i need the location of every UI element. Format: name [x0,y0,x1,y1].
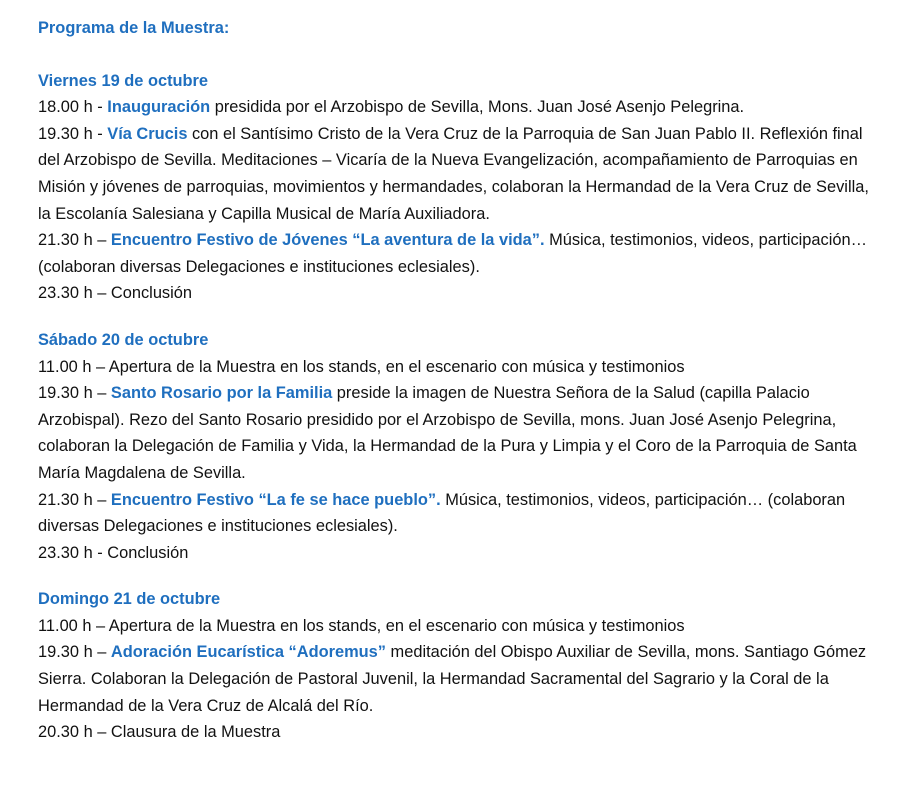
item-time: 23.30 h – [38,284,107,303]
item-description: Música, testimonios, videos, participación… (colaboran diversas Delegaciones e instituciones eclesiales). [38,231,867,276]
item-description: Apertura de la Muestra en los stands, en el escenario con música y testimonios [105,357,685,376]
item-event: Adoración Eucarística “Adoremus” [110,643,386,662]
program-item [38,487,880,540]
program-item [38,94,880,121]
item-time: 19.30 h - [38,124,103,143]
item-time: 21.30 h – [38,490,107,509]
item-event: Encuentro Festivo de Jóvenes “La aventura de la vida”. [110,231,545,250]
item-description: Clausura de la Muestra [106,723,281,742]
item-description: presidida por el Arzobispo de Sevilla, Mons. Juan José Asenjo Pelegrina. [210,98,745,117]
item-event: Encuentro Festivo “La fe se hace pueblo”. [110,490,441,509]
item-event: Vía Crucis [107,124,188,143]
item-description: Música, testimonios, videos, participación… (colaboran diversas Delegaciones e instituciones eclesiales). [38,490,846,536]
program-item [38,719,880,746]
item-description: con el Santísimo Cristo de la Vera Cruz de la Parroquia de San Juan Pablo II. Reflexión final del Arzobispo de Sevilla. Meditaciones – Vicaría de la Nueva Evangelización, acompañamiento de Parroquias en Misión y jóvenes de parroquias, movimientos y hermandades, colaboran la Hermandad de la Vera Cruz de Sevilla, la Escolanía Salesiana y Capilla Musical de María Auxiliadora. [38,124,869,223]
item-time: 18.00 h - [38,98,103,117]
program-item [38,540,880,567]
program-item [38,613,880,640]
item-description: Conclusión [102,543,189,562]
program-title: Programa de la Muestra: [38,19,230,37]
item-time: 19.30 h – [38,384,107,403]
program-item [38,354,880,381]
day-section-friday [38,68,880,307]
item-description: meditación del Obispo Auxiliar de Sevilla, mons. Santiago Gómez Sierra. Colaboran la Delegación de Pastoral Juvenil, la Hermandad Sacramental del Sagrario y la Coral de la Hermandad de la Vera Cruz de Alcalá del Río. [38,643,867,715]
item-time: 23.30 h - [38,543,103,562]
day-heading: Domingo 21 de octubre [38,590,221,609]
program-item [38,639,880,719]
program-item [38,121,880,227]
day-section-saturday [38,327,880,566]
item-description: Conclusión [106,284,193,303]
item-event: Santo Rosario por la Familia [110,384,333,403]
item-time: 11.00 h – [38,357,106,376]
item-time: 20.30 h – [38,723,107,742]
program-item [38,280,880,307]
item-event: Inauguración [107,98,211,117]
item-time: 19.30 h – [38,643,107,662]
program-item [38,380,880,486]
day-section-sunday [38,586,880,746]
item-time: 21.30 h – [38,231,107,250]
program-item [38,227,880,280]
day-heading: Viernes 19 de octubre [38,71,209,90]
item-time: 11.00 h – [38,616,106,635]
item-description: Apertura de la Muestra en los stands, en el escenario con música y testimonios [105,616,685,635]
day-heading: Sábado 20 de octubre [38,330,209,349]
item-description: preside la imagen de Nuestra Señora de la Salud (capilla Palacio Arzobispal). Rezo del Santo Rosario presidido por el Arzobispo de Sevilla, mons. Juan José Asenjo Pelegrina, colaboran la Delegación de Familia y Vida, la Hermandad de la Pura y Limpia y el Coro de la Parroquia de Santa María Magdalena de Sevilla. [38,384,857,482]
